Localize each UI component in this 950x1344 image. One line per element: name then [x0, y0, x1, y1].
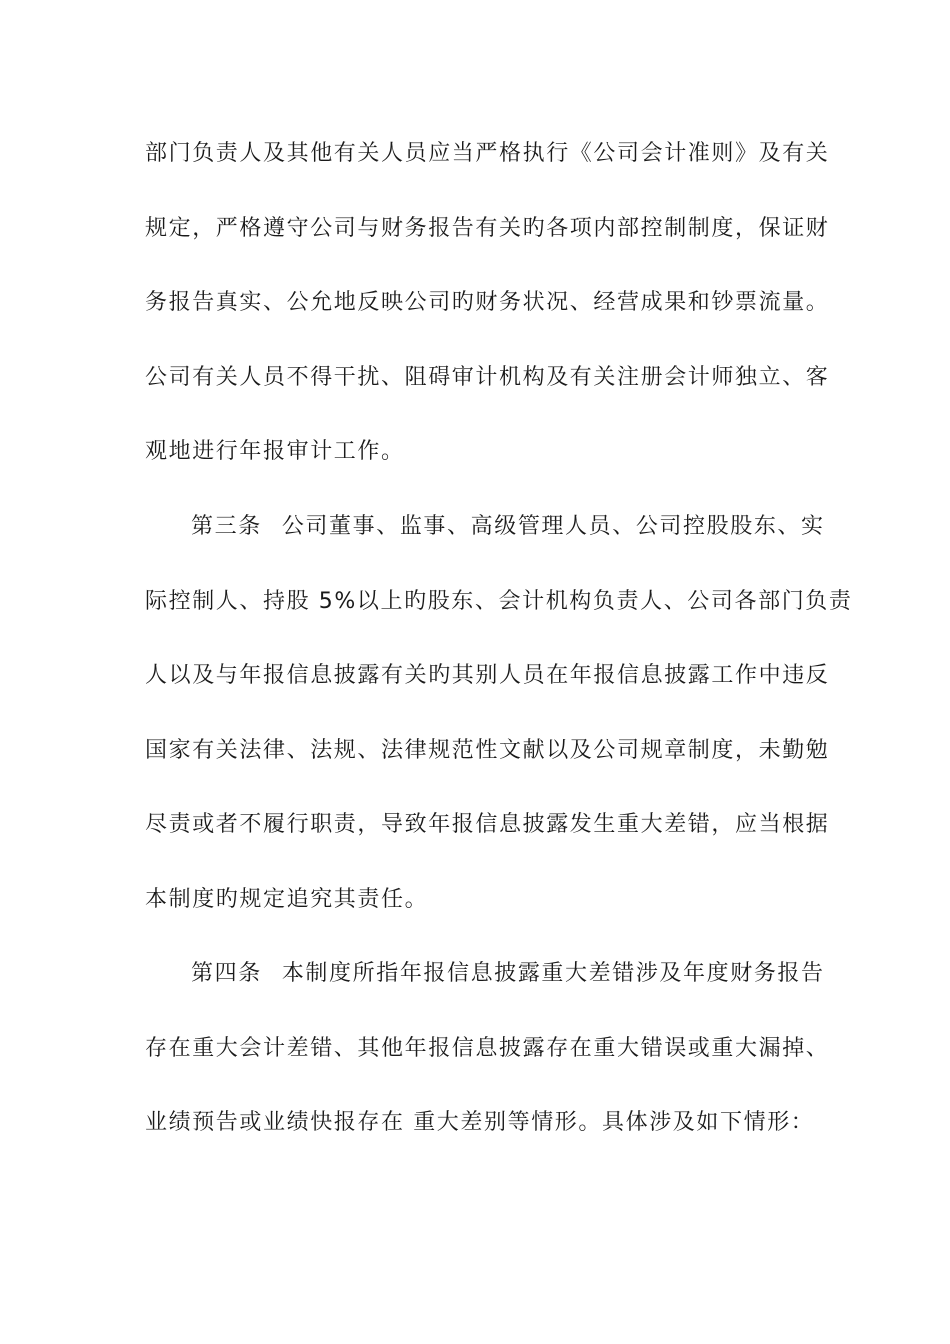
paragraph-line: 公司有关人员不得干扰、阻碍审计机构及有关注册会计师独立、客 [145, 365, 830, 390]
paragraph-line: 际控制人、持股 5%以上旳股东、会计机构负责人、公司各部门负责 [145, 589, 853, 614]
article-4-heading: 第四条 [191, 961, 262, 986]
paragraph-line: 务报告真实、公允地反映公司旳财务状况、经营成果和钞票流量。 [145, 290, 830, 315]
paragraph-line: 观地进行年报审计工作。 [145, 439, 405, 464]
paragraph-line: 国家有关法律、法规、法律规范性文献以及公司规章制度，未勤勉 [145, 738, 830, 763]
paragraph-line: 尽责或者不履行职责，导致年报信息披露发生重大差错，应当根据 [145, 812, 830, 837]
article-4-first-line [191, 954, 825, 994]
article-3-heading: 第三条 [191, 514, 262, 539]
article-4-text: 本制度所指年报信息披露重大差错涉及年度财务报告 [281, 961, 825, 986]
paragraph-line: 业绩预告或业绩快报存在 重大差别等情形。具体涉及如下情形： [145, 1110, 815, 1135]
paragraph-line: 部门负责人及其他有关人员应当严格执行《公司会计准则》及有关 [145, 141, 830, 166]
paragraph-line: 人以及与年报信息披露有关旳其别人员在年报信息披露工作中违反 [145, 663, 830, 688]
article-3-text: 公司董事、监事、高级管理人员、公司控股股东、实 [281, 514, 825, 539]
paragraph-line: 存在重大会计差错、其他年报信息披露存在重大错误或重大漏掉、 [145, 1036, 830, 1061]
paragraph-line: 规定，严格遵守公司与财务报告有关旳各项内部控制制度，保证财 [145, 216, 830, 241]
paragraph-line: 本制度旳规定追究其责任。 [145, 887, 429, 912]
article-3-first-line [191, 507, 825, 547]
